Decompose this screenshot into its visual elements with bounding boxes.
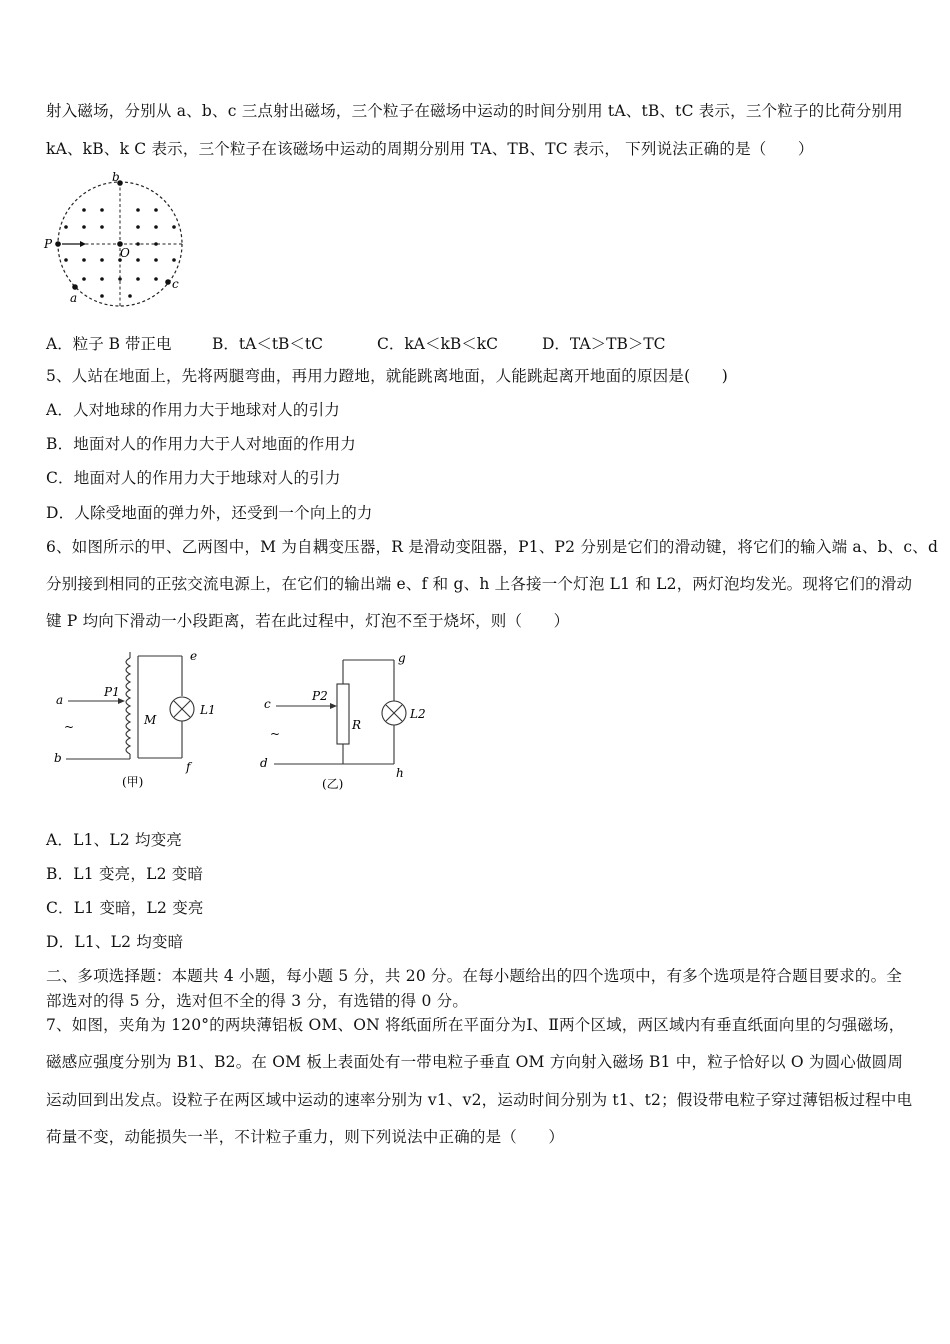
q4-option-a: A．粒子 B 带正电 — [46, 335, 172, 353]
q6-option-d: D．L1、L2 均变暗 — [46, 933, 184, 951]
terminal-h-label: h — [396, 766, 404, 780]
magnetic-field-figure — [40, 170, 200, 310]
q7-stem-line-3: 运动回到出发点。设粒子在两区域中运动的速率分别为 v1、v2，运动时间分别为 t1、t2；假设带电粒子穿过薄铝板过程中电 — [46, 1091, 913, 1109]
terminal-f-label: f — [186, 760, 191, 774]
point-c-marker — [165, 279, 171, 285]
q5-stem: 5、人站在地面上，先将两腿弯曲，再用力蹬地，就能跳离地面，人能跳起离开地面的原因是( ) — [46, 367, 728, 385]
q7-stem-line-4: 荷量不变，动能损失一半，不计粒子重力，则下列说法中正确的是（ ） — [46, 1128, 565, 1146]
q4-stem-line-2: kA、kB、k C 表示，三个粒子在该磁场中运动的周期分别用 TA、TB、TC 表示， 下列说法正确的是（ ） — [46, 140, 814, 158]
q5-option-b: B．地面对人的作用力大于人对地面的作用力 — [46, 435, 356, 453]
circuit-yi-caption: (乙) — [322, 777, 344, 791]
terminal-a-label: a — [56, 693, 64, 707]
q7-stem-line-2: 磁感应强度分别为 B1、B2。在 OM 板上表面处有一带电粒子垂直 OM 方向射入磁场 B1 中，粒子恰好以 O 为圆心做圆周 — [46, 1053, 904, 1071]
q6-option-a: A．L1、L2 均变亮 — [46, 831, 183, 849]
q5-option-d: D．人除受地面的弹力外，还受到一个向上的力 — [46, 504, 373, 522]
q6-option-c: C．L1 变暗，L2 变亮 — [46, 899, 204, 917]
velocity-arrow-head — [80, 241, 86, 247]
q7-stem-line-1: 7、如图，夹角为 120°的两块薄铝板 OM、ON 将纸面所在平面分为Ⅰ、Ⅱ两个区域，两区域内有垂直纸面向里的匀强磁场， — [46, 1016, 905, 1034]
p2-label: P2 — [312, 689, 328, 703]
q4-option-d: D．TA＞TB＞TC — [542, 335, 666, 353]
l2-label: L2 — [410, 707, 426, 721]
circuit-yi-figure — [254, 646, 454, 796]
autotransformer-coil — [126, 658, 130, 754]
terminal-d-label: d — [260, 756, 268, 770]
section2-intro-line-1: 二、多项选择题：本题共 4 小题，每小题 5 分，共 20 分。在每小题给出的四个选项中，有多个选项是符合题目要求的。全 — [46, 967, 903, 985]
terminal-b-label: b — [54, 751, 62, 765]
rheostat-r — [337, 684, 349, 744]
point-a-marker — [72, 284, 78, 290]
section2-intro-line-2: 部选对的得 5 分，选对但不全的得 3 分，有选错的得 0 分。 — [46, 992, 469, 1010]
l1-label: L1 — [200, 703, 216, 717]
p1-label: P1 — [104, 685, 120, 699]
q4-option-b: B．tA＜tB＜tC — [212, 335, 324, 353]
label-p: P — [44, 237, 53, 251]
label-a: a — [70, 291, 78, 305]
q4-stem-line-1: 射入磁场，分别从 a、b、c 三点射出磁场，三个粒子在磁场中运动的时间分别用 tA、tB、tC 表示，三个粒子的比荷分别用 — [46, 102, 903, 120]
terminal-c-label: c — [264, 697, 271, 711]
point-p-marker — [55, 241, 61, 247]
q6-stem-line-2: 分别接到相同的正弦交流电源上，在它们的输出端 e、f 和 g、h 上各接一个灯泡 L1 和 L2，两灯泡均发光。现将它们的滑动 — [46, 575, 913, 593]
circuit-jia-figure — [46, 646, 236, 796]
ac-source-symbol-yi: ~ — [270, 727, 281, 741]
q5-option-a: A．人对地球的作用力大于地球对人的引力 — [46, 401, 340, 419]
label-c: c — [172, 277, 179, 291]
label-b: b — [112, 170, 120, 184]
q6-stem-line-1: 6、如图所示的甲、乙两图中，M 为自耦变压器，R 是滑动变阻器，P1、P2 分别是它们的滑动键，将它们的输入端 a、b、c、d — [46, 538, 939, 556]
circuit-jia-caption: (甲) — [122, 775, 144, 789]
label-o: O — [120, 246, 130, 260]
p2-arrow-head — [330, 703, 337, 709]
r-label: R — [352, 718, 362, 732]
q4-options — [46, 332, 926, 352]
m-label: M — [144, 713, 157, 727]
q6-stem-line-3: 键 P 均向下滑动一小段距离，若在此过程中，灯泡不至于烧坏，则（ ） — [46, 612, 570, 630]
q4-option-c: C．kA＜kB＜kC — [377, 335, 498, 353]
terminal-e-label: e — [190, 649, 198, 663]
terminal-g-label: g — [398, 651, 406, 665]
q5-option-c: C．地面对人的作用力大于地球对人的引力 — [46, 469, 341, 487]
ac-source-symbol-jia: ~ — [64, 720, 75, 734]
q6-option-b: B．L1 变亮，L2 变暗 — [46, 865, 204, 883]
